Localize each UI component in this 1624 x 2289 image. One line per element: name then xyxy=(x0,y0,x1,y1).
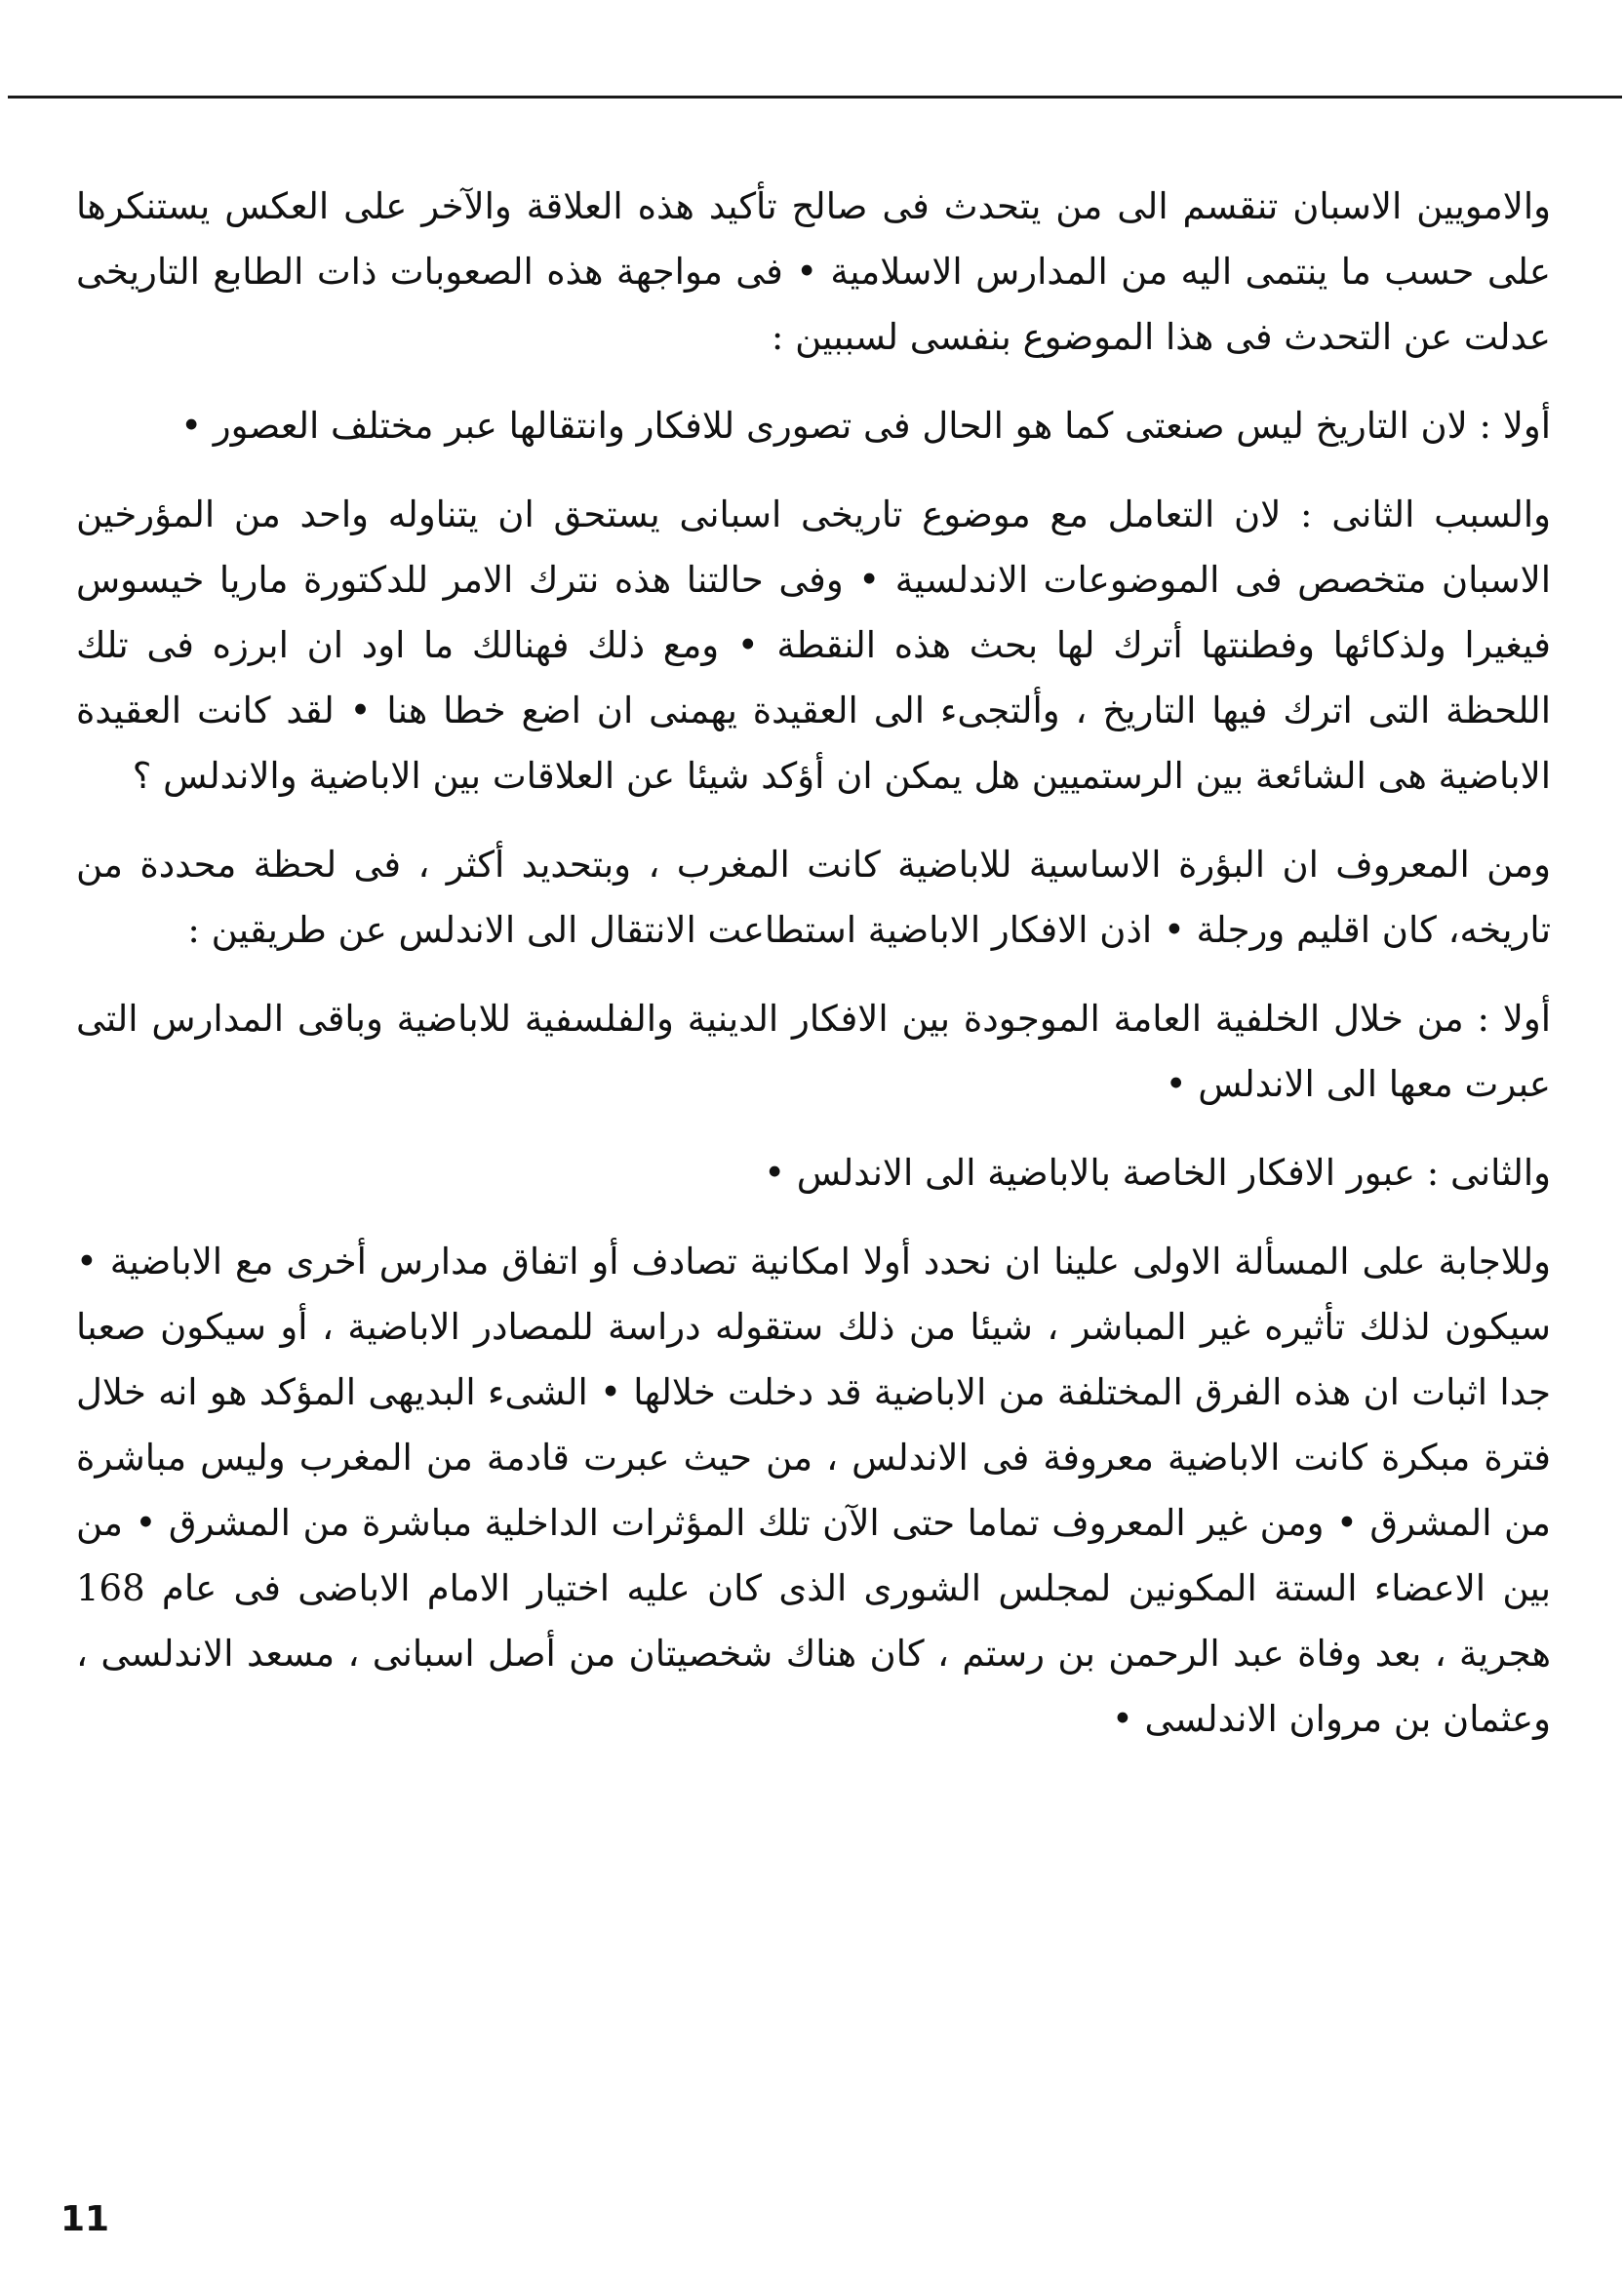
paragraph-2: أولا : لان التاريخ ليس صنعتى كما هو الحال فى تصورى للافكار وانتقالها عبر مختلف العصور • xyxy=(180,405,1551,447)
paragraph-6: والثانى : عبور الافكار الخاصة بالاباضية الى الاندلس • xyxy=(764,1152,1551,1194)
paragraph-3: والسبب الثانى : لان التعامل مع موضوع تاريخى اسبانى يستحق ان يتناوله واحد من المؤرخين الاسبان متخصص فى الموضوعات الاندلسية • وفى حالتنا هذه نترك الامر للدكتورة ماريا خيسوس فيغيرا ولذكائها وفطنتها أترك لها بحث هذه النقطة • ومع ذلك فهنالك ما اود ان ابرزه فى تلك اللحظة التى اترك فيها التاريخ ، وألتجىء الى العقيدة يهمنى ان اضع خطا هنا • لقد كانت العقيدة الاباضية هى الشائعة بين الرستميين هل يمكن ان أؤكد شيئا عن العلاقات بين الاباضية والاندلس ؟ xyxy=(76,493,1551,797)
paragraph-4: ومن المعروف ان البؤرة الاساسية للاباضية كانت المغرب ، وبتحديد أكثر ، فى لحظة محددة من تاريخه، كان اقليم ورجلة • اذن الافكار الاباضية استطاعت الانتقال الى الاندلس عن طريقين : xyxy=(76,844,1551,951)
paragraph-5: أولا : من خلال الخلفية العامة الموجودة بين الافكار الدينية والفلسفية للاباضية وباقى المدارس التى عبرت معها الى الاندلس • xyxy=(76,998,1551,1105)
top-rule xyxy=(8,96,1622,99)
page-number: 11 xyxy=(60,2199,110,2239)
paragraph-1: والامويين الاسبان تنقسم الى من يتحدث فى صالح تأكيد هذه العلاقة والآخر على العكس يستنكرها على حسب ما ينتمى اليه من المدارس الاسلامية • فى مواجهة هذه الصعوبات ذات الطابع التاريخى عدلت عن التحدث فى هذا الموضوع بنفسى لسببين : xyxy=(76,185,1551,358)
paragraph-7: وللاجابة على المسألة الاولى علينا ان نحدد أولا امكانية تصادف أو اتفاق مدارس أخرى مع الاباضية • سيكون لذلك تأثيره غير المباشر ، شيئا من ذلك ستقوله دراسة للمصادر الاباضية ، أو سيكون صعبا جدا اثبات ان هذه الفرق المختلفة من الاباضية قد دخلت خلالها • الشىء البديهى المؤكد هو انه خلال فترة مبكرة كانت الاباضية معروفة فى الاندلس ، من حيث عبرت قادمة من المغرب وليس مباشرة من المشرق • ومن غير المعروف تماما حتى الآن تلك المؤثرات الداخلية مباشرة من المشرق • من بين الاعضاء الستة المكونين لمجلس الشورى الذى كان عليه اختيار الامام الاباضى فى عام 168 هجرية ، بعد وفاة عبد الرحمن بن رستم ، كان هناك شخصيتان من أصل اسبانى ، مسعد الاندلسى ، وعثمان بن مروان الاندلسى • xyxy=(76,1241,1551,1740)
page-body xyxy=(76,174,1551,1752)
